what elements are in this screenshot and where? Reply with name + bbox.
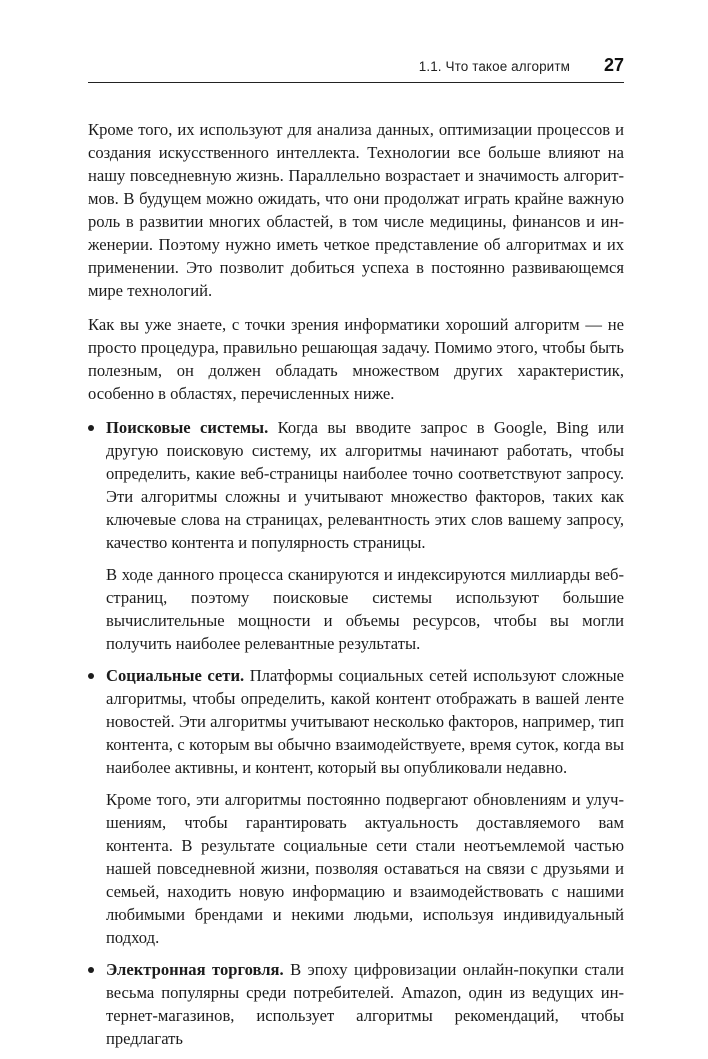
bullet-list: [88, 416, 624, 1050]
bullet-paragraph: [106, 416, 624, 554]
bullet-text: В эпоху цифровизации онлайн-покупки стали весьма популярны среди потребителей. Amazon, один из ведущих интернет-магазинов, использует алгоритмы рекомендаций, чтобы предлагать: [106, 960, 624, 1048]
running-header: [88, 56, 624, 83]
bullet-title: Электронная торговля.: [106, 960, 284, 979]
list-item: [88, 958, 624, 1050]
list-item: [88, 416, 624, 655]
body-paragraph: Как вы уже знаете, с точки зрения информатики хороший алгоритм — не просто процедура, правильно решающая задачу. Помимо этого, чтобы быть полезным, он должен обладать множеством других характеристик, особенно в областях, перечисленных ниже.: [88, 315, 624, 403]
bullet-continuation: Кроме того, эти алгоритмы постоянно подвергают обновлениям и улучшениям, чтобы гарантировать актуальность доставляемого вам контента. В результате социальные сети стали неотъемлемой частью нашей повседневной жизни, позволяя оставаться на связи с друзьями и семьей, находить новую информацию и взаимодействовать с нашими любимыми брендами и некими людьми, используя индивидуальный подход.: [106, 790, 624, 947]
body-paragraph: Кроме того, их используют для анализа данных, оптимизации процессов и создания искусственного интеллекта. Технологии все больше влияют на нашу повседневную жизнь. Параллельно возрастает и значимость алгоритмов. В будущем можно ожидать, что они продолжат играть крайне важную роль в развитии многих областей, в том числе медицины, финансов и инженерии. Поэтому нужно иметь четкое представление об алгоритмах и их применении. Это позволит добиться успеха в постоянно развивающемся мире технологий.: [88, 120, 624, 300]
bullet-icon: [88, 425, 94, 431]
section-title: 1.1. Что такое алгоритм: [418, 59, 570, 74]
page-number: 27: [603, 55, 624, 75]
bullet-paragraph: [106, 664, 624, 779]
bullet-icon: [88, 967, 94, 973]
bullet-text: Платформы социальных сетей используют сложные алгоритмы, чтобы определить, какой контент отображать в вашей ленте новостей. Эти алгоритмы учитывают несколько факторов, например, тип контента, с которым вы обычно взаимодействуете, время суток, когда вы наиболее активны, и контент, который вы опубликовали недавно.: [106, 666, 624, 777]
bullet-title: Поисковые системы.: [106, 418, 269, 437]
bullet-continuation: В ходе данного процесса сканируются и индексируются миллиарды веб-страниц, поэтому поисковые системы используют большие вычислительные мощности и объемы ресурсов, чтобы вы могли получить наиболее релевантные результаты.: [106, 565, 624, 653]
bullet-text: Когда вы вводите запрос в Google, Bing или другую поисковую систему, их алгоритмы начинают работать, чтобы определить, какие веб-страницы наиболее точно соответствуют запросу. Эти алгоритмы сложны и учитывают множество факторов, таких как ключевые слова на страницах, релевантность этих слов вашему запросу, качество контента и популярность страницы.: [106, 418, 624, 552]
bullet-icon: [88, 673, 94, 679]
page-body: [88, 118, 624, 1059]
bullet-title: Социальные сети.: [106, 666, 245, 685]
list-item: [88, 664, 624, 949]
bullet-paragraph: [106, 958, 624, 1050]
